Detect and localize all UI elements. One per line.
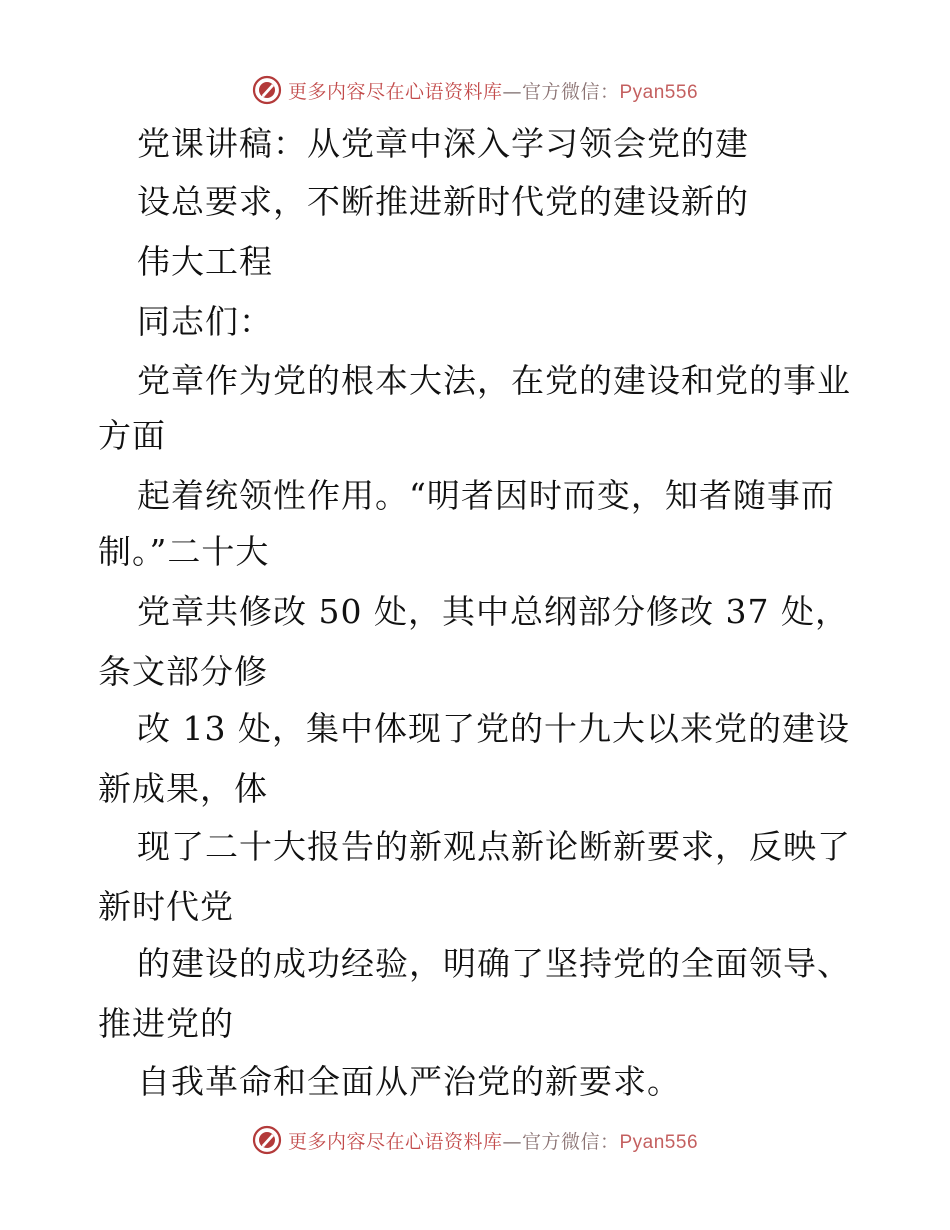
paragraph-line: 制。”二十大: [98, 532, 270, 571]
pen-logo-icon: [252, 75, 282, 105]
title-line-1: 党课讲稿：从党章中深入学习领会党的建: [137, 124, 749, 163]
paragraph-line: 现了二十大报告的新观点新论断新要求，反映了: [137, 827, 851, 866]
banner-wechat-label: 官方微信：: [521, 80, 620, 103]
paragraph-line: 起着统领性作用。“明者因时而变，知者随事而: [137, 476, 835, 515]
paragraph-line: 推进党的: [98, 1004, 234, 1043]
footer-banner: [0, 1120, 950, 1160]
paragraph-line: 条文部分修: [98, 652, 268, 691]
salutation: 同志们：: [137, 302, 273, 341]
banner-wechat-label: 官方微信：: [521, 1130, 620, 1153]
banner-main-text: 更多内容尽在心语资料库: [287, 1130, 503, 1153]
paragraph-line: 党章作为党的根本大法，在党的建设和党的事业: [137, 361, 851, 400]
paragraph-line: 自我革命和全面从严治党的新要求。: [137, 1062, 681, 1101]
banner-dash: —: [502, 80, 522, 103]
paragraph-line: 新时代党: [98, 887, 234, 926]
pen-logo-icon: [252, 1125, 282, 1155]
paragraph-line: 新成果，体: [98, 769, 268, 808]
paragraph-line: 党章共修改 50 处，其中总纲部分修改 37 处，: [137, 592, 849, 631]
paragraph-line: 的建设的成功经验，明确了坚持党的全面领导、: [137, 944, 851, 983]
banner-main-text: 更多内容尽在心语资料库: [287, 80, 503, 103]
paragraph-line: 方面: [98, 416, 166, 455]
paragraph-line: 改 13 处，集中体现了党的十九大以来党的建设: [137, 709, 850, 748]
title-line-3: 伟大工程: [137, 242, 273, 281]
banner-wechat-id: Pyan556: [619, 81, 699, 103]
title-line-2: 设总要求，不断推进新时代党的建设新的: [137, 182, 749, 221]
banner-text: [288, 1127, 698, 1154]
banner-dash: —: [502, 1130, 522, 1153]
banner-text: [288, 77, 698, 104]
header-banner: [0, 70, 950, 110]
banner-wechat-id: Pyan556: [619, 1131, 699, 1153]
